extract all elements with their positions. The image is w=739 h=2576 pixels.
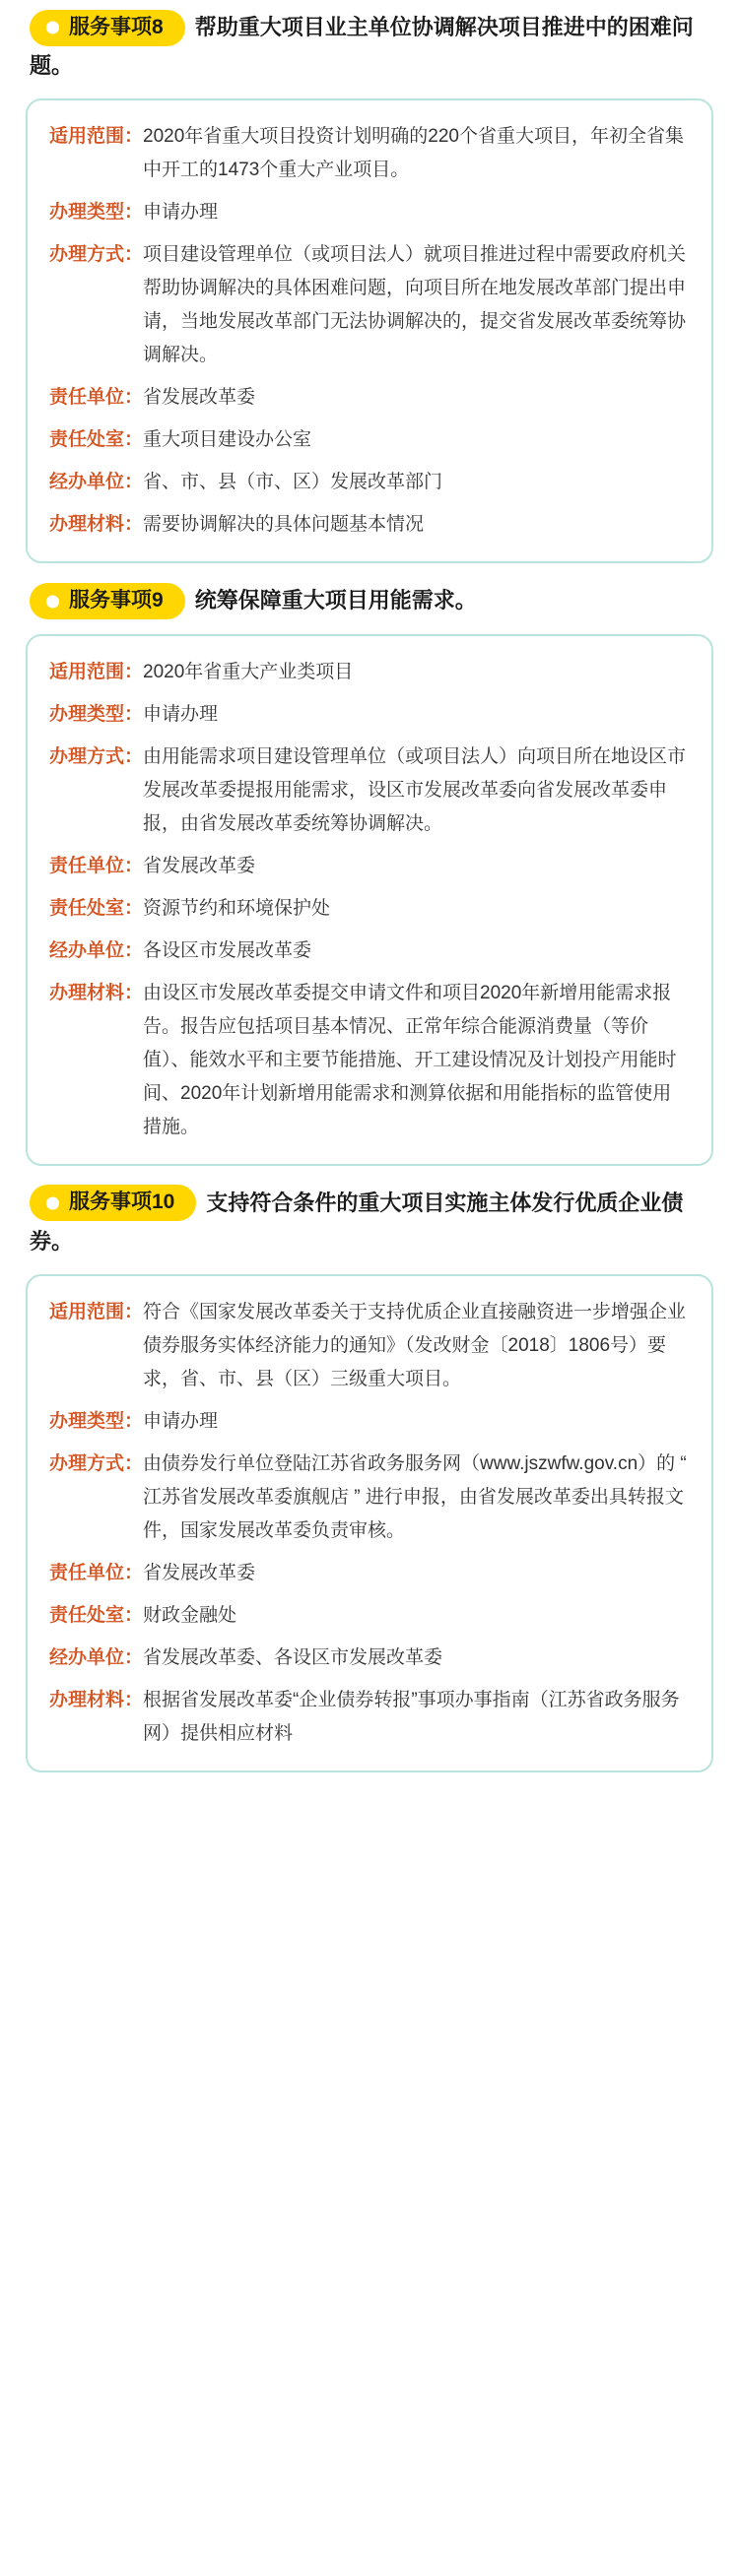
service-item-section-8 <box>26 8 713 563</box>
row-value: 省发展改革委 <box>143 1562 256 1583</box>
detail-row <box>49 698 690 732</box>
row-label: 适用范围： <box>49 126 144 148</box>
row-label: 办理方式： <box>49 244 144 266</box>
row-value: 2020年省重大产业类项目 <box>143 661 354 682</box>
detail-row <box>49 1684 690 1751</box>
row-value: 2020年省重大项目投资计划明确的220个省重大项目，年初全省集中开工的1473个重大产业项目。 <box>143 126 684 181</box>
row-value: 省发展改革委 <box>143 387 256 409</box>
detail-row <box>49 656 690 689</box>
row-value: 申请办理 <box>143 1410 219 1432</box>
service-item-section-9 <box>26 581 713 1165</box>
row-label: 办理材料： <box>49 514 144 536</box>
row-value: 省发展改革委 <box>143 855 256 876</box>
row-value: 根据省发展改革委“企业债券转报”事项办事指南（江苏省政务服务网）提供相应材料 <box>143 1689 680 1744</box>
detail-row <box>49 196 690 229</box>
section-badge-8 <box>30 10 185 46</box>
row-label: 办理类型： <box>49 202 144 224</box>
row-label: 办理方式： <box>49 745 144 767</box>
section-badge-label: 服务事项9 <box>69 589 164 612</box>
row-label: 办理材料： <box>49 1689 144 1710</box>
detail-row <box>49 1405 690 1439</box>
section-heading-8 <box>26 8 713 85</box>
detail-row <box>49 1599 690 1633</box>
row-label: 办理类型： <box>49 703 144 725</box>
row-label: 责任处室： <box>49 429 144 451</box>
row-value: 省、市、县（市、区）发展改革部门 <box>143 472 443 493</box>
row-value: 由用能需求项目建设管理单位（或项目法人）向项目所在地设区市发展改革委提报用能需求，设区市发展改革委向省发展改革委申报，由省发展改革委统筹协调解决。 <box>143 745 687 834</box>
section-heading-10 <box>26 1184 713 1260</box>
row-value: 需要协调解决的具体问题基本情况 <box>143 514 425 536</box>
row-label: 经办单位： <box>49 1646 144 1668</box>
detail-row <box>49 466 690 499</box>
section-badge-9 <box>30 583 185 619</box>
detail-row <box>49 850 690 883</box>
row-label: 办理材料： <box>49 982 144 1003</box>
row-value: 项目建设管理单位（或项目法人）就项目推进过程中需要政府机关帮助协调解决的具体困难问题，向项目所在地发展改革部门提出申请，当地发展改革部门无法协调解决的，提交省发展改革委统筹协调解决。 <box>143 244 687 366</box>
row-value: 各设区市发展改革委 <box>143 939 312 961</box>
row-value: 符合《国家发展改革委关于支持优质企业直接融资进一步增强企业债券服务实体经济能力的通知》（发改财金〔2018〕1806号）要求，省、市、县（区）三级重大项目。 <box>143 1301 687 1389</box>
detail-row <box>49 934 690 968</box>
detail-row <box>49 741 690 841</box>
row-value: 由债券发行单位登陆江苏省政务服务网（www.jszwfw.gov.cn）的 “ 江苏省发展改革委旗舰店 ” 进行申报，由省发展改革委出具转报文件，国家发展改革委负责审核。 <box>143 1452 687 1541</box>
row-label: 经办单位： <box>49 472 144 493</box>
bullet-dot-icon <box>46 1196 59 1209</box>
detail-row <box>49 238 690 372</box>
section-card-9 <box>26 634 713 1166</box>
section-title-9: 统筹保障重大项目用能需求。 <box>194 588 477 613</box>
row-value: 重大项目建设办公室 <box>143 429 312 451</box>
detail-row <box>49 508 690 542</box>
row-label: 经办单位： <box>49 939 144 961</box>
detail-row <box>49 1557 690 1590</box>
detail-row <box>49 977 690 1144</box>
row-label: 办理类型： <box>49 1410 144 1432</box>
detail-row <box>49 1642 690 1675</box>
row-value: 申请办理 <box>143 202 219 224</box>
detail-row <box>49 1448 690 1548</box>
section-card-10 <box>26 1274 713 1772</box>
section-card-8 <box>26 98 713 563</box>
row-label: 办理方式： <box>49 1452 144 1474</box>
row-label: 责任处室： <box>49 897 144 919</box>
row-label: 适用范围： <box>49 1301 144 1322</box>
row-label: 适用范围： <box>49 661 144 682</box>
detail-row <box>49 892 690 926</box>
section-title-10: 支持符合条件的重大项目实施主体发行优质企业债券。 <box>30 1190 684 1254</box>
row-value: 申请办理 <box>143 703 219 725</box>
section-heading-9 <box>26 581 713 619</box>
service-item-section-10 <box>26 1184 713 1772</box>
row-value: 省发展改革委、各设区市发展改革委 <box>143 1646 443 1668</box>
section-title-8: 帮助重大项目业主单位协调解决项目推进中的困难问题。 <box>30 15 694 79</box>
row-value: 由设区市发展改革委提交申请文件和项目2020年新增用能需求报告。报告应包括项目基本情况、正常年综合能源消费量（等价值）、能效水平和主要节能措施、开工建设情况及计划投产用能时间、2020年计划新增用能需求和测算依据和用能指标的监管使用措施。 <box>143 982 677 1137</box>
detail-row <box>49 423 690 457</box>
detail-row <box>49 1296 690 1396</box>
row-value: 资源节约和环境保护处 <box>143 897 331 919</box>
row-label: 责任单位： <box>49 855 144 876</box>
detail-row <box>49 120 690 187</box>
row-label: 责任单位： <box>49 1562 144 1583</box>
section-badge-label: 服务事项8 <box>69 15 164 38</box>
bullet-dot-icon <box>46 22 59 34</box>
row-label: 责任处室： <box>49 1604 144 1626</box>
row-value: 财政金融处 <box>143 1604 237 1626</box>
detail-row <box>49 381 690 415</box>
section-badge-10 <box>30 1185 196 1221</box>
row-label: 责任单位： <box>49 387 144 409</box>
section-badge-label: 服务事项10 <box>69 1191 175 1214</box>
bullet-dot-icon <box>46 595 59 608</box>
